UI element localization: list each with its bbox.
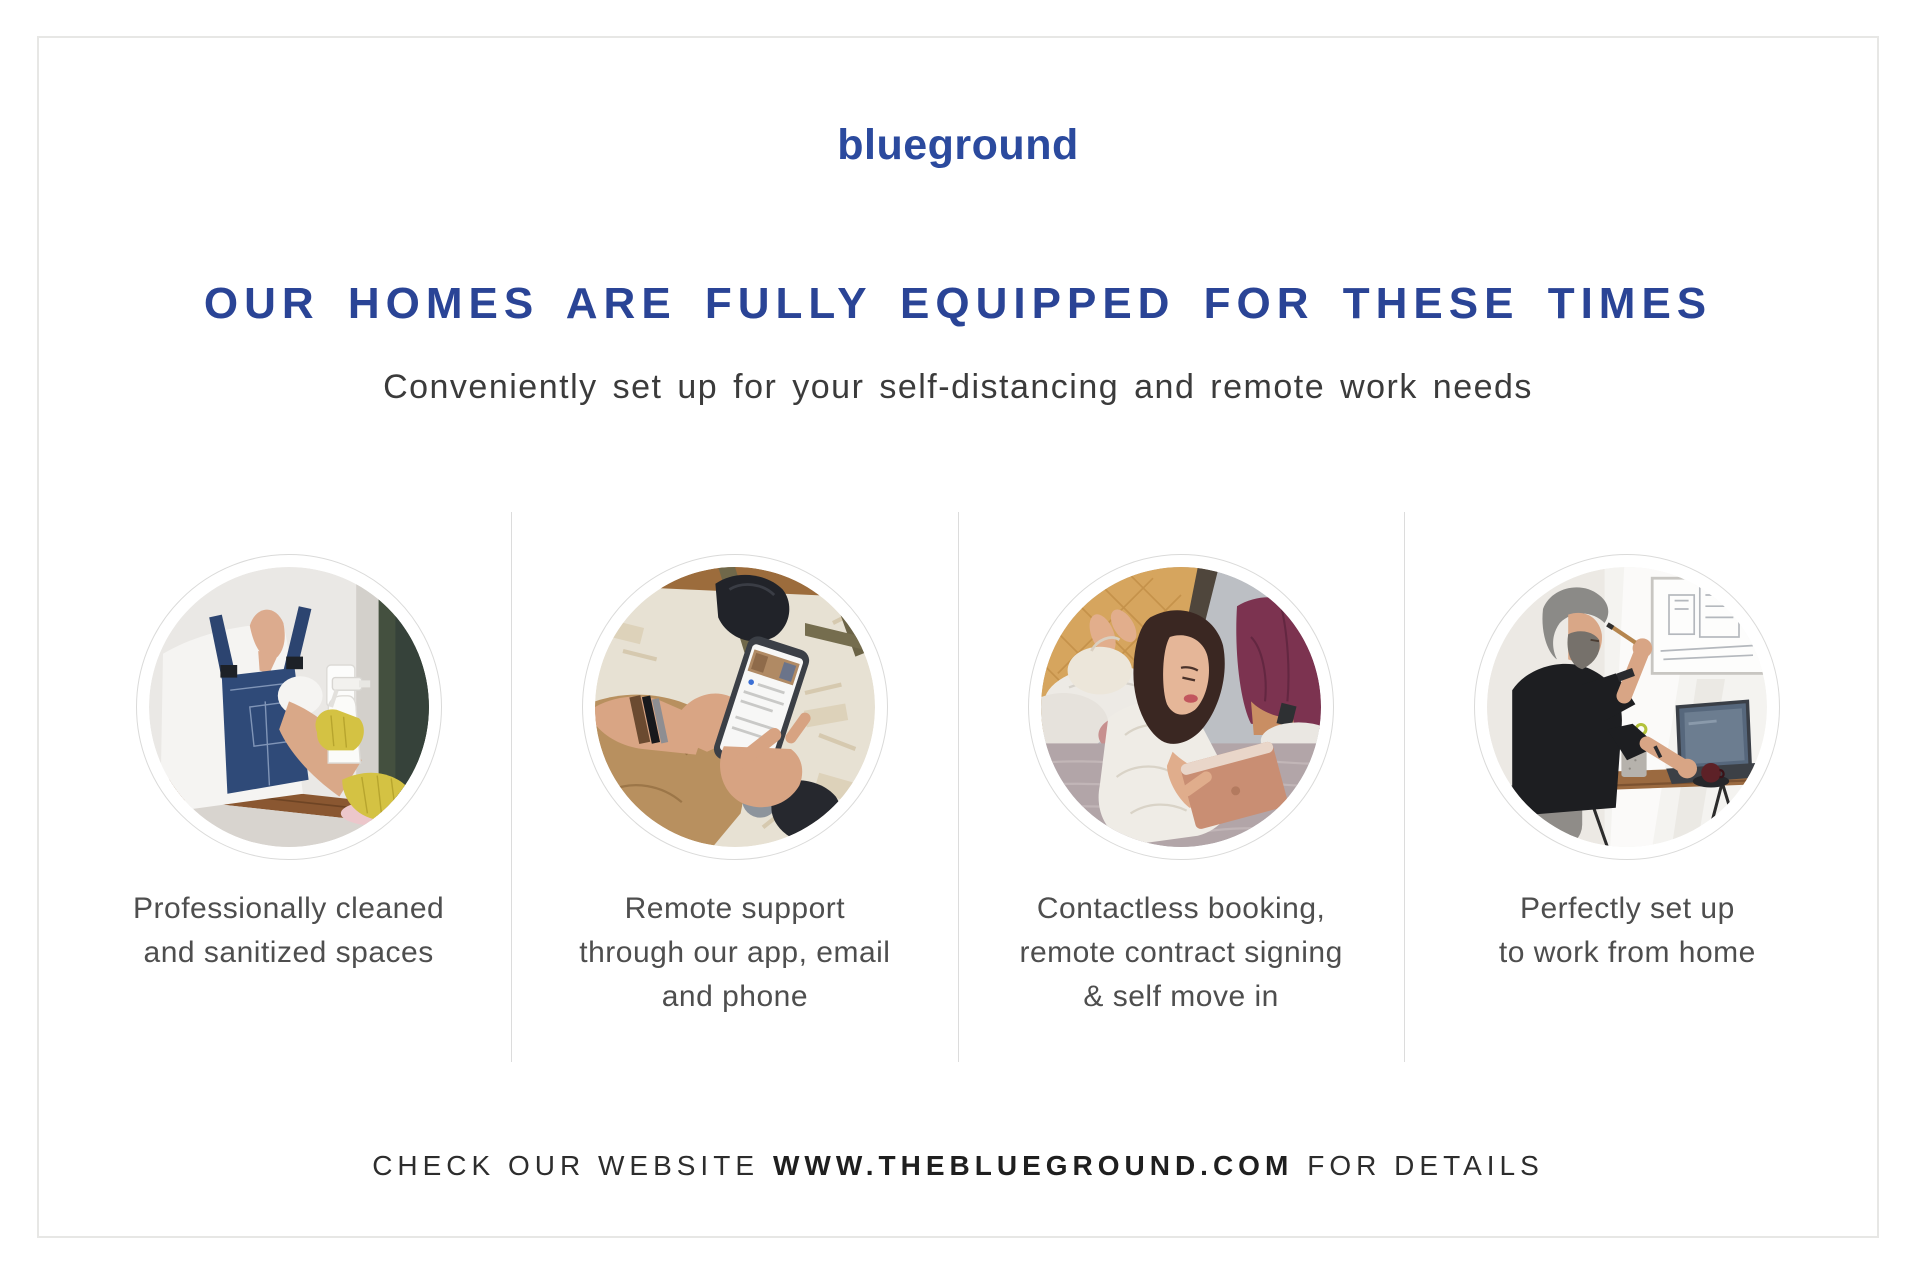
footer-note — [39, 1150, 1877, 1182]
subheadline: Conveniently set up for your self-distancing and remote work needs — [383, 368, 1533, 406]
caption-line: remote contract signing — [1019, 936, 1343, 969]
home-office-photo-illustration — [1487, 567, 1767, 847]
cleaning-photo — [149, 567, 429, 847]
feature-remote-support — [511, 512, 957, 1062]
feature-contactless-booking — [958, 512, 1404, 1062]
flyer-card — [37, 36, 1879, 1238]
caption-line: Perfectly set up — [1519, 892, 1735, 925]
brand-logo: blueground — [837, 121, 1079, 169]
caption-line: and phone — [661, 980, 809, 1013]
headline: OUR HOMES ARE FULLY EQUIPPED FOR THESE TIMES — [203, 279, 1713, 328]
footer-prefix: CHECK OUR WEBSITE — [372, 1150, 759, 1181]
smartphone-photo — [595, 567, 875, 847]
caption-line: through our app, email — [579, 936, 891, 969]
photo-ring — [1028, 554, 1334, 860]
cleaning-photo-illustration — [149, 567, 429, 847]
smartphone-photo-illustration — [595, 567, 875, 847]
home-office-photo — [1487, 567, 1767, 847]
tablet-photo — [1041, 567, 1321, 847]
caption-line: to work from home — [1498, 936, 1756, 969]
feature-cleaning — [66, 512, 511, 1062]
photo-ring — [1474, 554, 1780, 860]
footer-suffix: FOR DETAILS — [1307, 1150, 1544, 1181]
feature-caption — [133, 887, 444, 975]
caption-line: Remote support — [624, 892, 846, 925]
photo-ring — [582, 554, 888, 860]
feature-caption — [579, 887, 890, 1019]
caption-line: Professionally cleaned — [133, 892, 445, 925]
features-row — [66, 512, 1850, 1062]
tablet-photo-illustration — [1041, 567, 1321, 847]
caption-line: and sanitized spaces — [143, 936, 434, 969]
feature-caption — [1499, 887, 1756, 975]
footer-website-link[interactable]: WWW.THEBLUEGROUND.COM — [773, 1150, 1294, 1181]
caption-line: Contactless booking, — [1036, 892, 1326, 925]
feature-work-from-home — [1404, 512, 1850, 1062]
photo-ring — [136, 554, 442, 860]
caption-line: & self move in — [1083, 980, 1279, 1013]
feature-caption — [1019, 887, 1342, 1019]
